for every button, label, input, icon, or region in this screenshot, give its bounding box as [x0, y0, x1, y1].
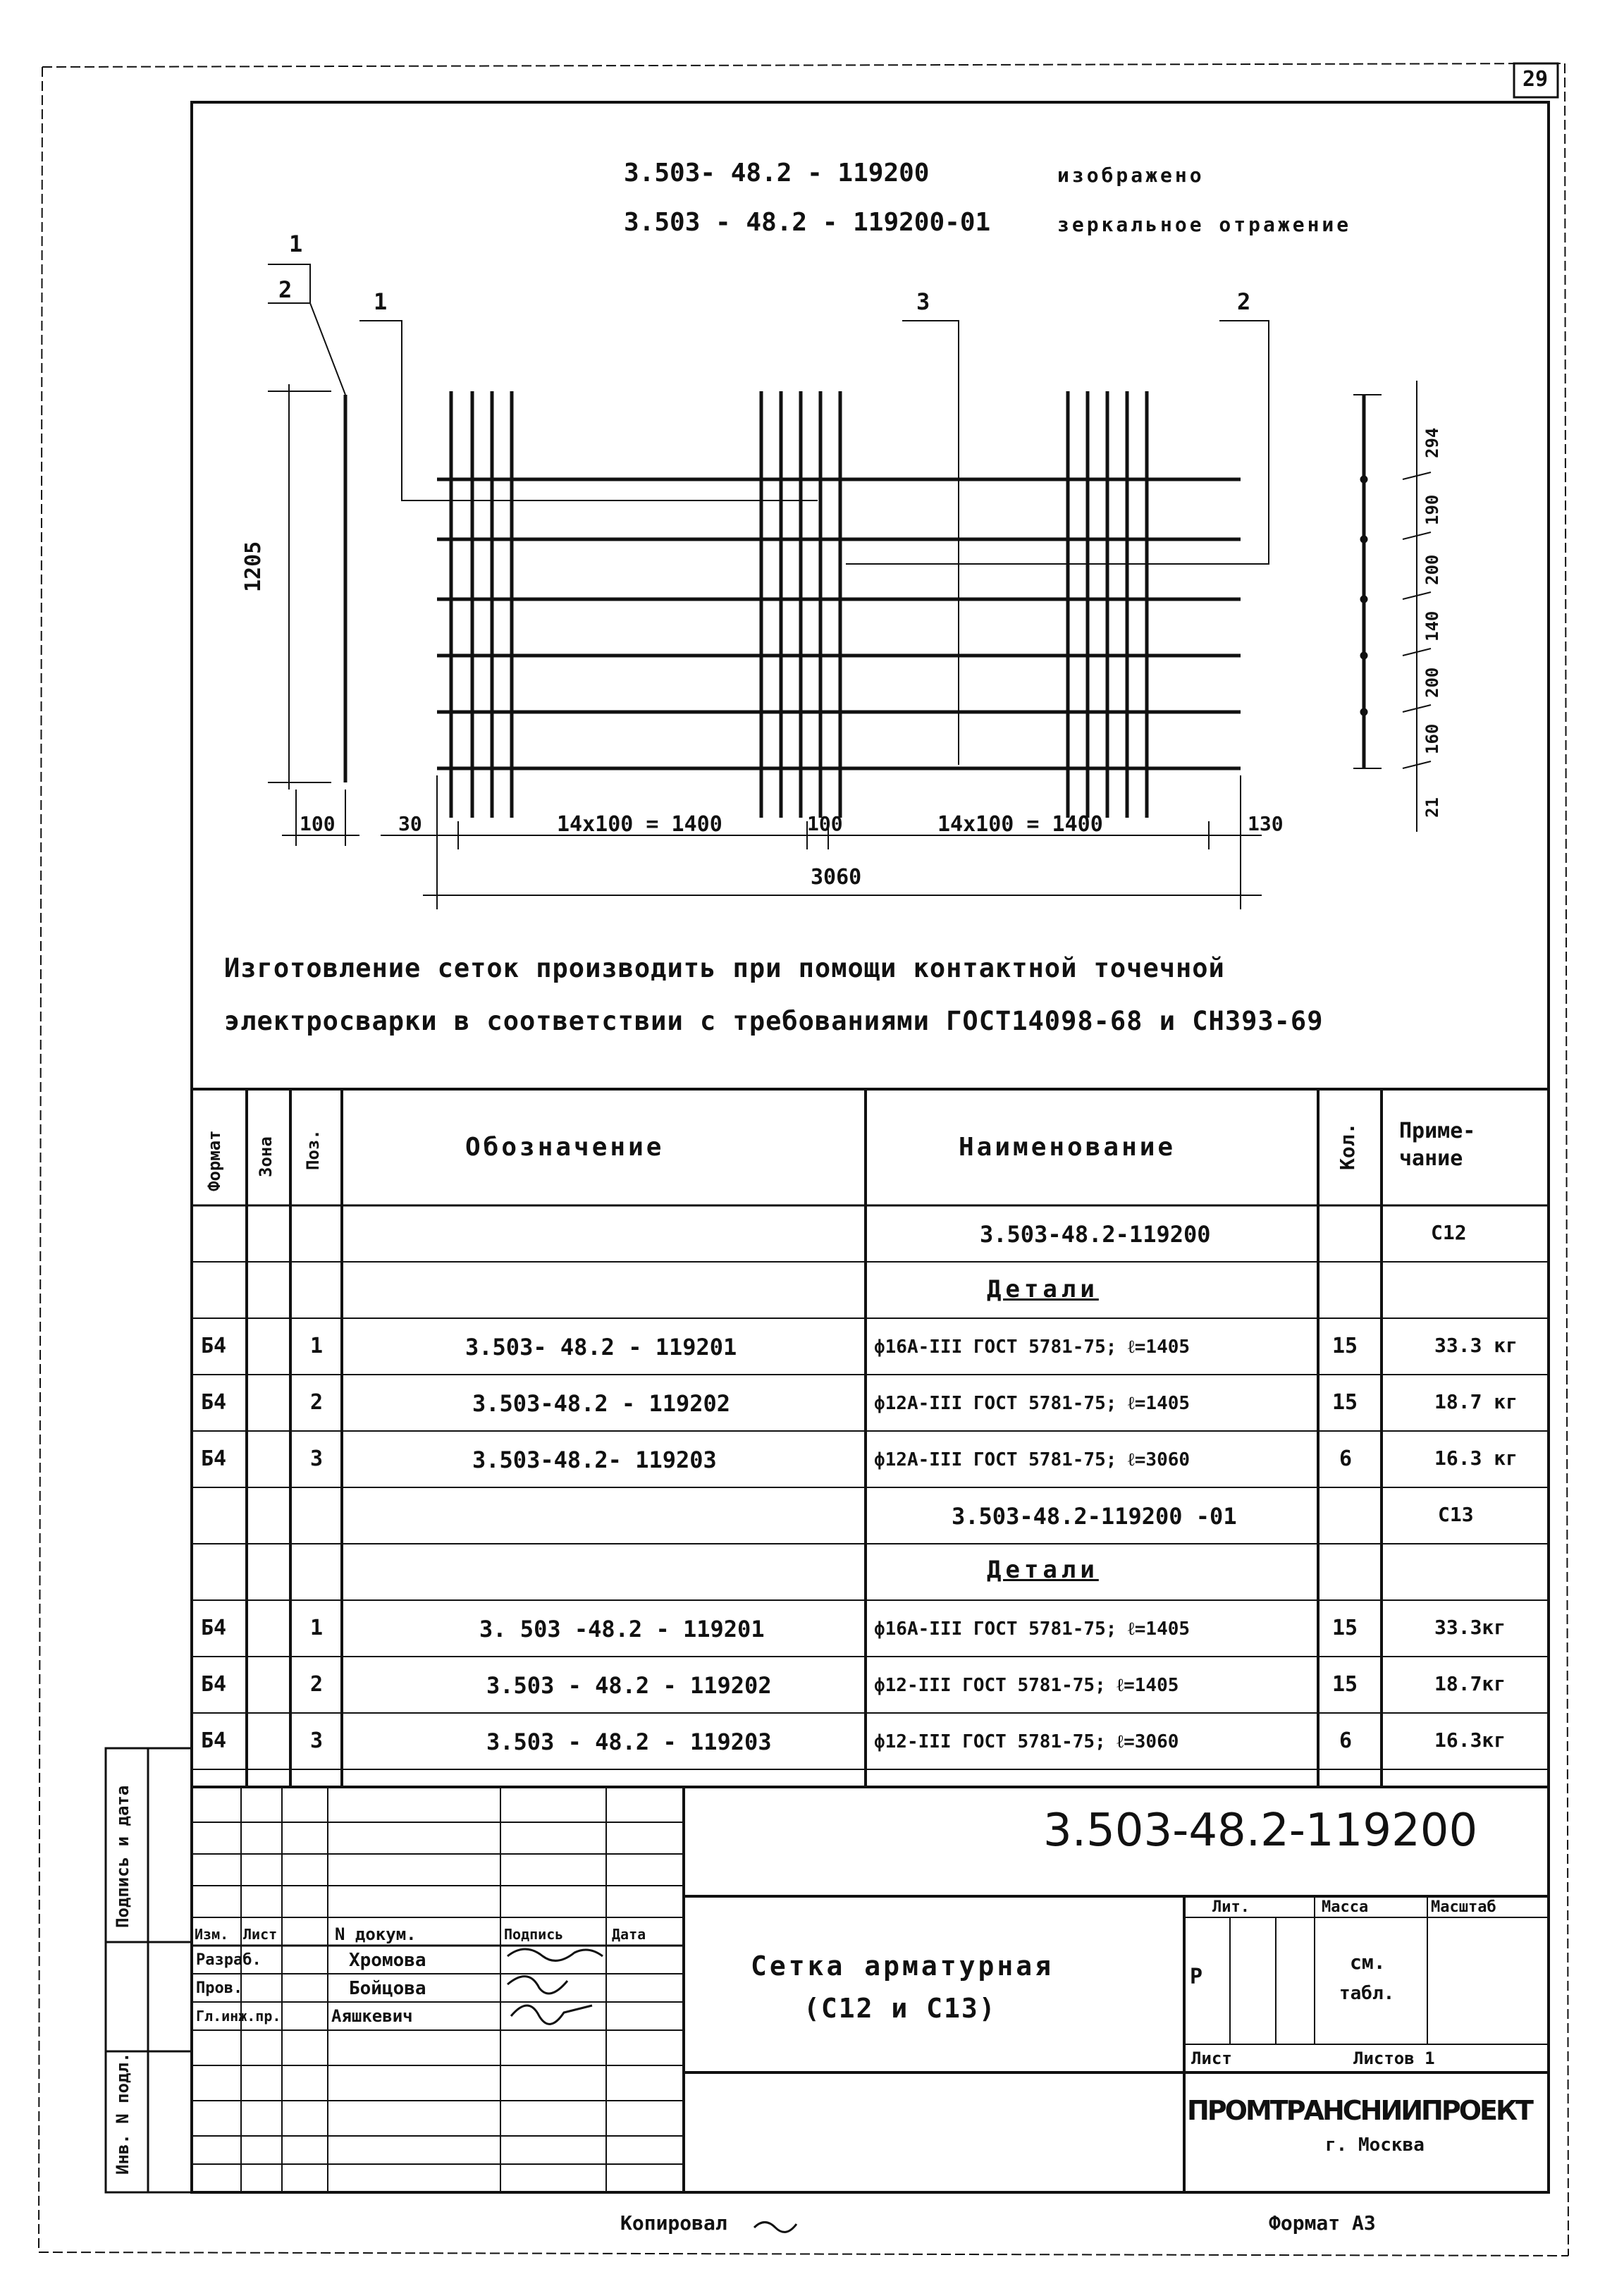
dim-side-1: 294: [1422, 427, 1442, 458]
col-header-designation: Обозначение: [465, 1133, 665, 1162]
row-name: ф16А-III ГОСТ 5781-75; ℓ=1405: [874, 1337, 1191, 1358]
stamp-inv-podl: Инв. N подл.: [113, 2052, 133, 2175]
row-note: 33.3кг: [1434, 1616, 1506, 1639]
scale-label: Масштаб: [1431, 1898, 1496, 1916]
row-designation: 3.503 - 48.2 - 119203: [486, 1728, 772, 1755]
footer-copied: Копировал: [620, 2211, 727, 2235]
dim-left-offset: 100: [300, 812, 336, 835]
signature-1: [508, 1949, 603, 1960]
dim-gap: 100: [807, 812, 843, 835]
dim-side-3: 200: [1422, 554, 1442, 585]
mass-label: Масса: [1322, 1898, 1369, 1916]
lit-label: Лит.: [1212, 1898, 1250, 1916]
callout-1-mesh: 1: [374, 288, 388, 315]
sig-header-list: Лист: [243, 1926, 278, 1943]
dim-side-7: 21: [1422, 797, 1442, 818]
row-heading: Детали: [987, 1275, 1099, 1303]
doc-code: 3.503-48.2-119200: [1043, 1805, 1478, 1857]
note-line-1: Изготовление сеток производить при помощи контактной точечной: [224, 953, 1225, 983]
name-chief: Аяшкевич: [331, 2006, 413, 2026]
row-note: 18.7кг: [1434, 1672, 1506, 1695]
side-view-left: [268, 384, 359, 846]
col-header-qty: Кол.: [1336, 1122, 1359, 1170]
role-developer: Разраб.: [196, 1951, 262, 1969]
row-heading: Детали: [987, 1556, 1099, 1584]
dim-side-6: 160: [1422, 723, 1442, 754]
sig-header-izm: Изм.: [195, 1926, 229, 1943]
col-header-format: Формат: [204, 1130, 224, 1191]
header-desc-1: изображено: [1057, 164, 1205, 187]
row-name: 3.503-48.2-119200 -01: [952, 1503, 1237, 1530]
org-city: г. Москва: [1325, 2135, 1425, 2156]
row-designation: 3.503-48.2 - 119202: [472, 1390, 731, 1417]
signature-2: [508, 1977, 567, 1994]
row-note: 33.3 кг: [1434, 1334, 1518, 1357]
outer-frame-bottom: [39, 2252, 1568, 2256]
row-designation: 3.503- 48.2 - 119201: [465, 1334, 737, 1361]
row-note: С13: [1438, 1503, 1474, 1526]
row-pos: 2: [310, 1672, 324, 1697]
row-name: ф16А-III ГОСТ 5781-75; ℓ=1405: [874, 1619, 1191, 1640]
outer-frame-top: [42, 63, 1565, 67]
row-format: Б4: [201, 1728, 227, 1753]
dim-span-right: 14x100 = 1400: [937, 812, 1103, 837]
name-checker: Бойцова: [349, 1978, 426, 1999]
row-format: Б4: [201, 1616, 227, 1640]
leader-2: [268, 303, 345, 395]
col-header-note: Приме- чание: [1399, 1119, 1476, 1171]
mesh-drawing: [437, 391, 1241, 818]
row-note: 18.7 кг: [1434, 1390, 1518, 1413]
row-designation: 3. 503 -48.2 - 119201: [479, 1616, 765, 1642]
row-format: Б4: [201, 1672, 227, 1697]
dim-side-5: 200: [1422, 667, 1442, 698]
lit-value: Р: [1190, 1965, 1203, 1989]
row-qty: 15: [1332, 1334, 1358, 1358]
leader-lines: [268, 264, 1269, 765]
leader-2b: [846, 321, 1269, 564]
dim-side-4: 140: [1422, 610, 1442, 641]
row-pos: 1: [310, 1616, 324, 1640]
row-format: Б4: [201, 1390, 227, 1415]
signature-3: [511, 2006, 592, 2024]
col-header-name: Наименование: [959, 1133, 1176, 1162]
row-pos: 2: [310, 1390, 324, 1415]
row-qty: 15: [1332, 1672, 1358, 1697]
org-name: ПРОМТРАНСНИИПРОЕКТ: [1187, 2095, 1532, 2126]
header-code-2: 3.503 - 48.2 - 119200-01: [624, 208, 991, 237]
side-view-right: [1353, 381, 1431, 832]
callout-2-right: 2: [1237, 288, 1251, 315]
callout-2-left: 2: [278, 276, 293, 303]
stamp-podpis-data: Подпись и дата: [113, 1785, 133, 1928]
callout-1-top: 1: [289, 231, 303, 257]
row-pos: 1: [310, 1334, 324, 1358]
row-qty: 6: [1339, 1447, 1353, 1471]
role-chief: Гл.инж.пр.: [196, 2008, 281, 2025]
outer-frame-right: [1565, 63, 1568, 2256]
row-name: ф12-III ГОСТ 5781-75; ℓ=3060: [874, 1731, 1179, 1752]
row-format: Б4: [201, 1334, 227, 1358]
col-header-pos: Поз.: [303, 1129, 323, 1170]
role-checker: Пров.: [196, 1979, 243, 1997]
name-developer: Хромова: [349, 1950, 426, 1971]
dim-side-2: 190: [1422, 494, 1442, 525]
row-note: 16.3 кг: [1434, 1447, 1518, 1470]
mass-value-2: табл.: [1339, 1983, 1395, 2004]
row-designation: 3.503-48.2- 119203: [472, 1447, 717, 1473]
dim-end: 130: [1248, 812, 1284, 835]
row-qty: 6: [1339, 1728, 1353, 1753]
sheets-label: Листов 1: [1353, 2049, 1435, 2068]
dim-overall: 3060: [811, 865, 862, 890]
dim-start: 30: [398, 812, 422, 835]
sig-header-date: Дата: [612, 1926, 646, 1943]
signatures: [508, 1949, 796, 2235]
sheet-number: 29: [1522, 67, 1549, 92]
callout-3: 3: [916, 288, 930, 315]
title-line-1: Сетка арматурная: [751, 1951, 1054, 1982]
sig-header-doc: N докум.: [335, 1924, 417, 1944]
dim-span-left: 14x100 = 1400: [557, 812, 722, 837]
row-pos: 3: [310, 1728, 324, 1753]
row-name: ф12А-III ГОСТ 5781-75; ℓ=1405: [874, 1393, 1191, 1414]
row-qty: 15: [1332, 1616, 1358, 1640]
row-name: 3.503-48.2-119200: [980, 1221, 1211, 1248]
title-line-2: (С12 и С13): [804, 1993, 997, 2024]
row-name: ф12-III ГОСТ 5781-75; ℓ=1405: [874, 1675, 1179, 1696]
mass-value-1: см.: [1350, 1951, 1386, 1974]
row-qty: 15: [1332, 1390, 1358, 1415]
header-desc-2: зеркальное отражение: [1057, 213, 1352, 236]
sig-header-sign: Подпись: [504, 1926, 564, 1943]
outer-frame-left: [39, 67, 42, 2252]
dim-height-total: 1205: [241, 541, 266, 592]
row-note: 16.3кг: [1434, 1728, 1506, 1752]
leader-3: [902, 321, 959, 765]
row-pos: 3: [310, 1447, 324, 1471]
copyist-signature: [754, 2223, 796, 2232]
note-line-2: электросварки в соответствии с требованиями ГОСТ14098-68 и СН393-69: [224, 1006, 1324, 1036]
row-name: ф12А-III ГОСТ 5781-75; ℓ=3060: [874, 1449, 1191, 1470]
leader-1b: [359, 321, 818, 500]
sheet-label: Лист: [1191, 2049, 1232, 2068]
footer-format: Формат А3: [1269, 2211, 1376, 2235]
col-header-zone: Зона: [256, 1136, 276, 1177]
row-format: Б4: [201, 1447, 227, 1471]
row-note: С12: [1431, 1221, 1467, 1244]
row-designation: 3.503 - 48.2 - 119202: [486, 1672, 772, 1699]
header-code-1: 3.503- 48.2 - 119200: [624, 159, 930, 188]
